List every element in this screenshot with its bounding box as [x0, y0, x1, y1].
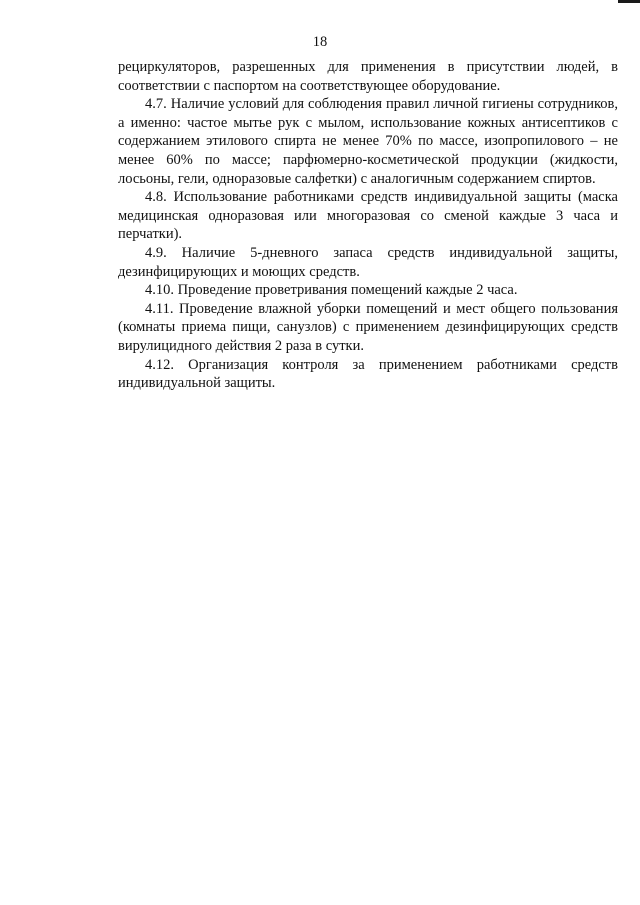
- paragraph-4-8: 4.8. Использование работниками средств индивидуальной защиты (маска медицинская одноразовая или многоразовая со сменой каждые 3 часа и перчатки).: [118, 189, 618, 243]
- paragraph-4-10: 4.10. Проведение проветривания помещений каждые 2 часа.: [145, 282, 518, 299]
- paragraph-continuation: рециркуляторов, разрешенных для применения в присутствии людей, в соответствии с паспортом на соответствующее оборудование.: [118, 59, 618, 94]
- document-body: [118, 58, 618, 393]
- paragraph-4-9: 4.9. Наличие 5-дневного запаса средств индивидуальной защиты, дезинфицирующих и моющих средств.: [118, 244, 618, 280]
- paragraph-4-11: 4.11. Проведение влажной уборки помещений и мест общего пользования (комнаты приема пищи, санузлов) с применением дезинфицирующих средств вирулицидного действия 2 раза в сутки.: [118, 300, 618, 354]
- paragraph-4-12: 4.12. Организация контроля за применением работниками средств индивидуальной защиты.: [118, 356, 618, 392]
- page-number: 18: [312, 34, 328, 50]
- scan-corner-mark: [618, 0, 640, 3]
- paragraph-4-7: 4.7. Наличие условий для соблюдения правил личной гигиены сотрудников, а именно: частое мытье рук с мылом, использование кожных антисептиков с содержанием этилового спирта не менее 70% по массе, изопропилового – не менее 60% по массе; парфюмерно-косметической продукции (жидкости, лосьоны, гели, одноразовые салфетки) с аналогичным содержанием спиртов.: [118, 96, 618, 187]
